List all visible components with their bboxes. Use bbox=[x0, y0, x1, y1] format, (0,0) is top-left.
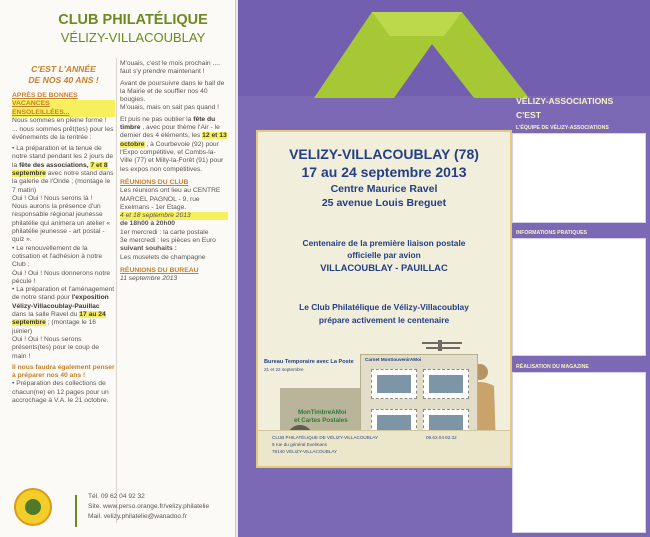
contact-block bbox=[88, 492, 234, 522]
club-subtitle: VÉLIZY-VILLACOUBLAY bbox=[60, 30, 206, 45]
sidebar-label-equipe: L'ÉQUIPE DE VÉLIZY-ASSOCIATIONS bbox=[516, 125, 609, 131]
poster-footer: CLUB PHILATÉLIQUE DE VÉLIZY-VILLACOUBLAY 9 rue du général Exelmans 78140 VÉLIZY-VILLACOUBLAY 09.62.04.92.32 bbox=[258, 430, 510, 466]
souvenir-sheet: Carnet MonSouvenirAMoi bbox=[360, 354, 478, 450]
newsletter-page bbox=[0, 0, 236, 537]
column-left: C'EST L'ANNÉE DE NOS 40 ANS ! APRÈS DE BONNES VACANCES ENSOLEILLÉES... Nous sommes en pleine forme ! ... nous sommes prêt(tes) pour les événements de la rentrée : • La préparation et la tenue de notre stand pendant les 2 jours de la fête des associations, 7 et 8 septembre avec notre stand dans la galerie de l'Onde ; (montage le 7 matin) Oui ! Oui ! Nous serons là ! Nous aurons la présence d'un responsable régional jeunesse philatélie qui animera un atelier « philatélie jeunesse - art postal - quiz ». • Le renouvellement de la cotisation et l'adhésion à notre Club ; Oui ! Oui ! Nous donnerons notre pécule ! • La préparation et l'aménagement de notre stand pour l'exposition Vélizy-Villacoublay-Pauillac dans la salle Ravel du 17 au 24 septembre ; (montage le 16 juinier) Oui ! Oui ! Nous serons présents(tes) pour le coup de main ! Il nous faudra également penser à préparer nos 40 ans ! • Préparation des collections de chacun(ne) en 12 pages pour un accrochage à V.A. le 21 octobre. bbox=[12, 64, 115, 405]
poster-city: VELIZY-VILLACOUBLAY (78) bbox=[289, 146, 479, 162]
event-poster bbox=[256, 130, 512, 468]
column-right: M'ouais, c'est le mois prochain .... faut s'y prendre maintenant ! Avant de poursuivre dans le hall de la Mairie et de souffler nos 40 bougies. M'ouais, mais on sait pas quand ! Et puis ne pas oublier la fête du timbre , avec pour thème l'Air - le dernier des 4 éléments, les 12 et 13 octobre , à Courbevoie (92) pour l'Expo compétitive, et Combs-la-Ville (77) et Milly-la-Forêt (91) pour les expos non compétitives. RÉUNIONS DU CLUB Les réunions ont lieu au CENTRE MARCEL PAGNOL - 9, rue Exelmans - 1er Etage. 4 et 18 septembre 2013 de 18h00 à 20h00 1er mercredi : la carte postale 3e mercredi : les pièces en Euro suivant souhaits : Les muselets de champagne RÉUNIONS DU BUREAU 11 septembre 2013 bbox=[120, 60, 227, 283]
biplane-icon bbox=[418, 337, 466, 353]
stamp bbox=[423, 369, 469, 399]
montimbre-label: MonTimbreAMoi bbox=[298, 409, 347, 416]
bureau-dates: 21 et 22 septembre bbox=[264, 367, 304, 372]
contact-rule bbox=[75, 495, 81, 527]
bureau-label: Bureau Temporaire avec La Poste bbox=[264, 359, 354, 365]
column-divider bbox=[116, 58, 117, 523]
contact-phone: Tél. 09 62 04 92 32 bbox=[88, 493, 145, 500]
realisation-box bbox=[512, 372, 646, 533]
poster-dates: 17 au 24 septembre 2013 bbox=[301, 164, 467, 180]
section-heading-vacances: APRÈS DE BONNES VACANCES ENSOLEILLÉES... bbox=[12, 92, 115, 117]
sidebar-label-realisation: RÉALISATION DU MAGAZINE bbox=[516, 364, 589, 370]
club-title: CLUB PHILATÉLIQUE bbox=[58, 12, 208, 28]
paragraph-fete-timbre: Et puis ne pas oublier la fête du timbre , avec pour thème l'Air - le dernier des 4 éléments, les 12 et 13 octobre , à Courbevoie (92) pour l'Expo compétitive, et Combs-la-Ville (77) et Milly-la-Forêt (91) pour les expos non compétitives. bbox=[120, 115, 227, 173]
poster-line-4: Le Club Philatélique de Vélizy-Villacoublay bbox=[299, 302, 469, 312]
cartes-label: et Cartes Postales bbox=[294, 417, 348, 424]
contact-website[interactable]: Site. www.perso.orange.fr/velizy.philatelie bbox=[88, 503, 210, 510]
poster-venue: Centre Maurice Ravel bbox=[330, 183, 438, 195]
equipe-box bbox=[512, 133, 646, 223]
poster-address: 25 avenue Louis Breguet bbox=[321, 197, 447, 209]
infos-box bbox=[512, 238, 646, 356]
cover-sidebar bbox=[508, 96, 650, 537]
anniversary-banner: C'EST L'ANNÉE DE NOS 40 ANS ! bbox=[28, 64, 99, 85]
chevron-logo-icon bbox=[294, 6, 544, 98]
sidebar-heading-2: C'EST bbox=[516, 110, 541, 120]
section-heading-reunions: RÉUNIONS DU CLUB bbox=[120, 178, 189, 186]
paragraph-exposition: • La préparation et l'aménagement de notre stand pour l'exposition Vélizy-Villacoublay-Pauillac dans la salle Ravel du 17 au 24 septembre ; (montage le 16 juinier) bbox=[12, 286, 115, 335]
sidebar-label-infos: INFORMATIONS PRATIQUES bbox=[516, 230, 587, 236]
poster-line-2: officielle par avion bbox=[347, 250, 421, 260]
poster-line-3: VILLACOUBLAY - PAUILLAC bbox=[320, 262, 448, 273]
club-logo-icon bbox=[14, 488, 52, 526]
section-heading-bureau: RÉUNIONS DU BUREAU bbox=[120, 266, 199, 274]
poster-line-1: Centenaire de la première liaison postale bbox=[302, 238, 466, 248]
paragraph-fete: • La préparation et la tenue de notre stand pendant les 2 jours de la fête des associations, 7 et 8 septembre avec notre stand dans la galerie de l'Onde ; (montage le 7 matin) bbox=[12, 145, 114, 194]
magazine-cover bbox=[238, 0, 650, 537]
poster-line-5: prépare activement le centenaire bbox=[318, 315, 450, 325]
stamp bbox=[371, 369, 417, 399]
sidebar-heading: VÉLIZY-ASSOCIATIONS bbox=[516, 96, 614, 106]
contact-email[interactable]: Mail. velizy.philatelie@wanadoo.fr bbox=[88, 513, 187, 520]
